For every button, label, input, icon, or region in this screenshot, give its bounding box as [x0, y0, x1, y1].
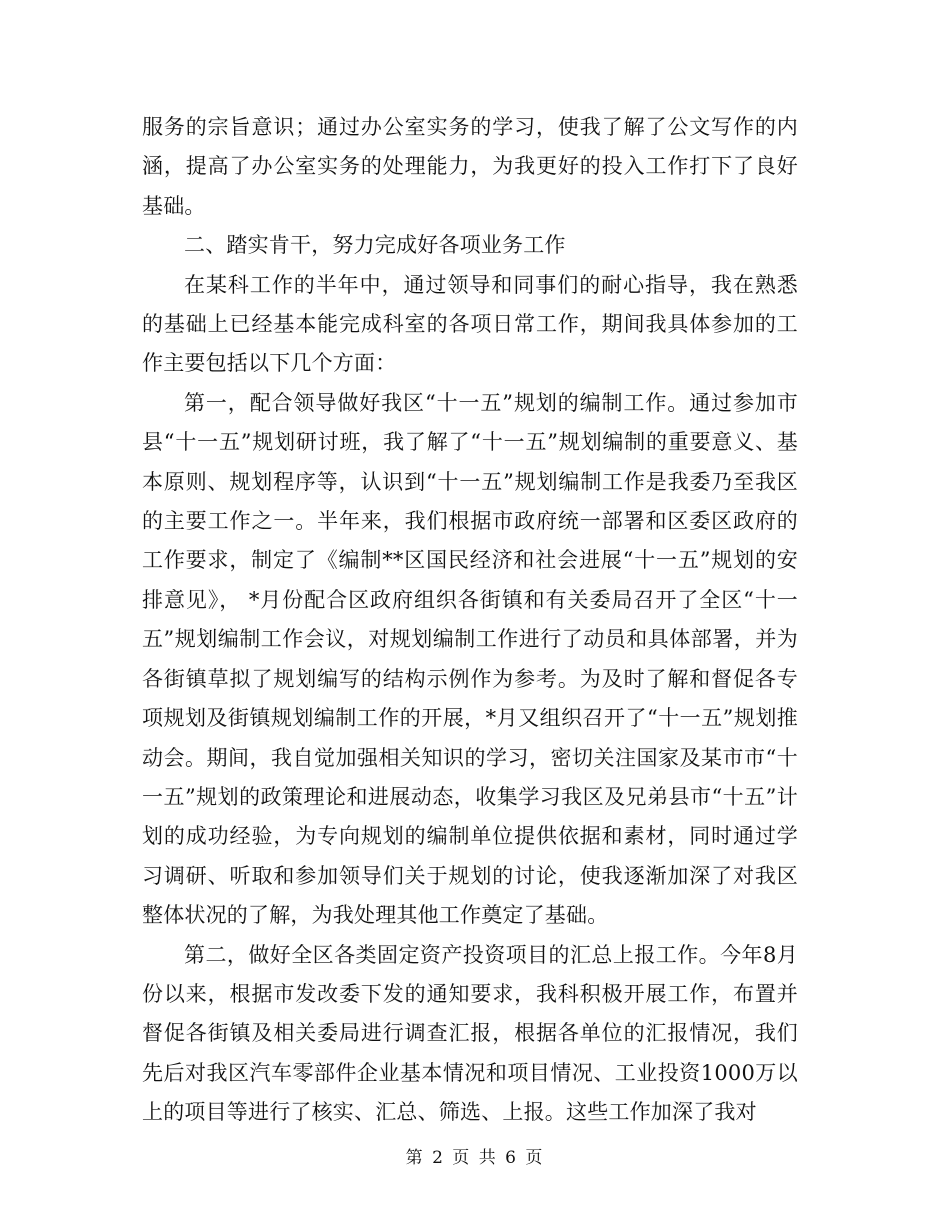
section-heading-2: 二、踏实肯干，努力完成好各项业务工作	[184, 233, 566, 258]
page-number-footer: 第 2 页 共 6 页	[405, 1148, 545, 1168]
paragraph-3: 在某科工作的半年中，通过领导和同事们的耐心指导，我在熟悉的基础上已经基本能完成科室的各项日常工作，期间我具体参加的工作主要包括以下几个方面：	[142, 272, 798, 376]
paragraph-5: 第二，做好全区各类固定资产投资项目的汇总上报工作。今年8月份以来，根据市发改委下发的通知要求，我科积极开展工作，布置并督促各街镇及相关委局进行调查汇报，根据各单位的汇报情况，我们先后对我区汽车零部件企业基本情况和项目情况、工业投资1000万以上的项目等进行了核实、汇总、筛选、上报。这些工作加深了我对	[142, 942, 798, 1125]
paragraph-4: 第一，配合领导做好我区“十一五”规划的编制工作。通过参加市县“十一五”规划研讨班，我了解了“十一五”规划编制的重要意义、基本原则、规划程序等，认识到“十一五”规划编制工作是我委乃至我区的主要工作之一。半年来，我们根据市政府统一部署和区委区政府的工作要求，制定了《编制**区国民经济和社会进展“十一五”规划的安排意见》， *月份配合区政府组织各街镇和有关委局召开了全区“十一五”规划编制工作会议，对规划编制工作进行了动员和具体部署，并为各街镇草拟了规划编写的结构示例作为参考。为及时了解和督促各专项规划及街镇规划编制工作的开展，*月又组织召开了“十一五”规划推动会。期间，我自觉加强相关知识的学习，密切关注国家及某市市“十一五”规划的政策理论和进展动态，收集学习我区及兄弟县市“十五”计划的成功经验，为专向规划的编制单位提供依据和素材，同时通过学习调研、听取和参加领导们关于规划的讨论，使我逐渐加深了对我区整体状况的了解，为我处理其他工作奠定了基础。	[142, 390, 798, 928]
document-body	[142, 108, 798, 1133]
paragraph-1: 服务的宗旨意识；通过办公室实务的学习，使我了解了公文写作的内涵，提高了办公室实务的处理能力，为我更好的投入工作打下了良好基础。	[142, 115, 798, 218]
